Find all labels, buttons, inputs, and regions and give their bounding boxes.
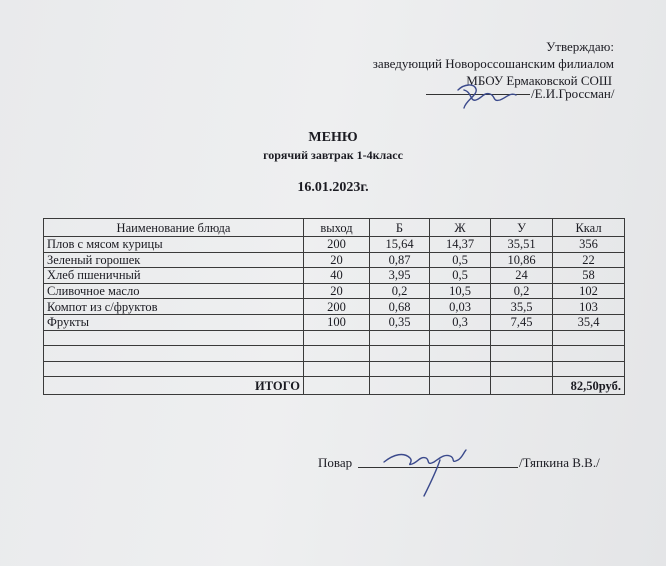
dish-protein: 0,2 <box>370 283 430 299</box>
approval-position: заведующий Новороссошанским филиалом <box>372 56 614 71</box>
dish-name: Сливочное масло <box>44 283 304 299</box>
approval-school: МБОУ Ермаковской СОШ <box>466 73 612 88</box>
dish-fat: 0,03 <box>430 299 491 315</box>
director-signature <box>452 80 522 114</box>
dish-portion: 200 <box>304 299 370 315</box>
empty-row <box>44 361 625 377</box>
dish-protein: 0,35 <box>370 314 430 330</box>
cook-label: Повар <box>318 455 353 470</box>
empty-row <box>44 346 625 362</box>
table-row <box>44 252 625 268</box>
dish-carbs: 10,86 <box>491 252 553 268</box>
header-fat: Ж <box>430 219 491 237</box>
dish-protein: 0,68 <box>370 299 430 315</box>
dish-carbs: 24 <box>491 268 553 284</box>
dish-kcal: 103 <box>553 299 625 315</box>
header-portion: выход <box>304 219 370 237</box>
menu-title: МЕНЮ <box>308 130 358 145</box>
dish-protein: 0,87 <box>370 252 430 268</box>
empty-row <box>44 330 625 346</box>
menu-date: 16.01.2023г. <box>297 180 369 195</box>
menu-subtitle: горячий завтрак 1-4класс <box>263 148 403 162</box>
dish-kcal: 22 <box>553 252 625 268</box>
dish-kcal: 58 <box>553 268 625 284</box>
table-row <box>44 268 625 284</box>
cook-signature <box>380 440 470 500</box>
dish-kcal: 35,4 <box>553 314 625 330</box>
dish-kcal: 356 <box>553 237 625 253</box>
menu-table <box>43 218 625 395</box>
cook-name: /Тяпкина В.В./ <box>519 455 600 470</box>
dish-name: Плов с мясом курицы <box>44 237 304 253</box>
dish-fat: 10,5 <box>430 283 491 299</box>
table-row <box>44 283 625 299</box>
table-row <box>44 299 625 315</box>
dish-protein: 3,95 <box>370 268 430 284</box>
total-value: 82,50руб. <box>553 377 625 395</box>
header-dish: Наименование блюда <box>44 219 304 237</box>
total-row <box>44 377 625 395</box>
table-row <box>44 314 625 330</box>
dish-fat: 14,37 <box>430 237 491 253</box>
dish-carbs: 35,51 <box>491 237 553 253</box>
header-carbs: У <box>491 219 553 237</box>
total-label: ИТОГО <box>44 377 304 395</box>
director-name: /Е.И.Гроссман/ <box>531 86 615 101</box>
table-header-row <box>44 219 625 237</box>
dish-name: Фрукты <box>44 314 304 330</box>
dish-kcal: 102 <box>553 283 625 299</box>
dish-carbs: 7,45 <box>491 314 553 330</box>
dish-fat: 0,5 <box>430 268 491 284</box>
header-protein: Б <box>370 219 430 237</box>
dish-portion: 200 <box>304 237 370 253</box>
dish-fat: 0,5 <box>430 252 491 268</box>
dish-carbs: 35,5 <box>491 299 553 315</box>
dish-protein: 15,64 <box>370 237 430 253</box>
dish-carbs: 0,2 <box>491 283 553 299</box>
dish-portion: 100 <box>304 314 370 330</box>
dish-name: Компот из с/фруктов <box>44 299 304 315</box>
dish-name: Зеленый горошек <box>44 252 304 268</box>
header-kcal: Ккал <box>553 219 625 237</box>
approval-title: Утверждаю: <box>546 39 614 54</box>
dish-portion: 40 <box>304 268 370 284</box>
dish-fat: 0,3 <box>430 314 491 330</box>
dish-name: Хлеб пшеничный <box>44 268 304 284</box>
dish-portion: 20 <box>304 252 370 268</box>
table-row <box>44 237 625 253</box>
dish-portion: 20 <box>304 283 370 299</box>
